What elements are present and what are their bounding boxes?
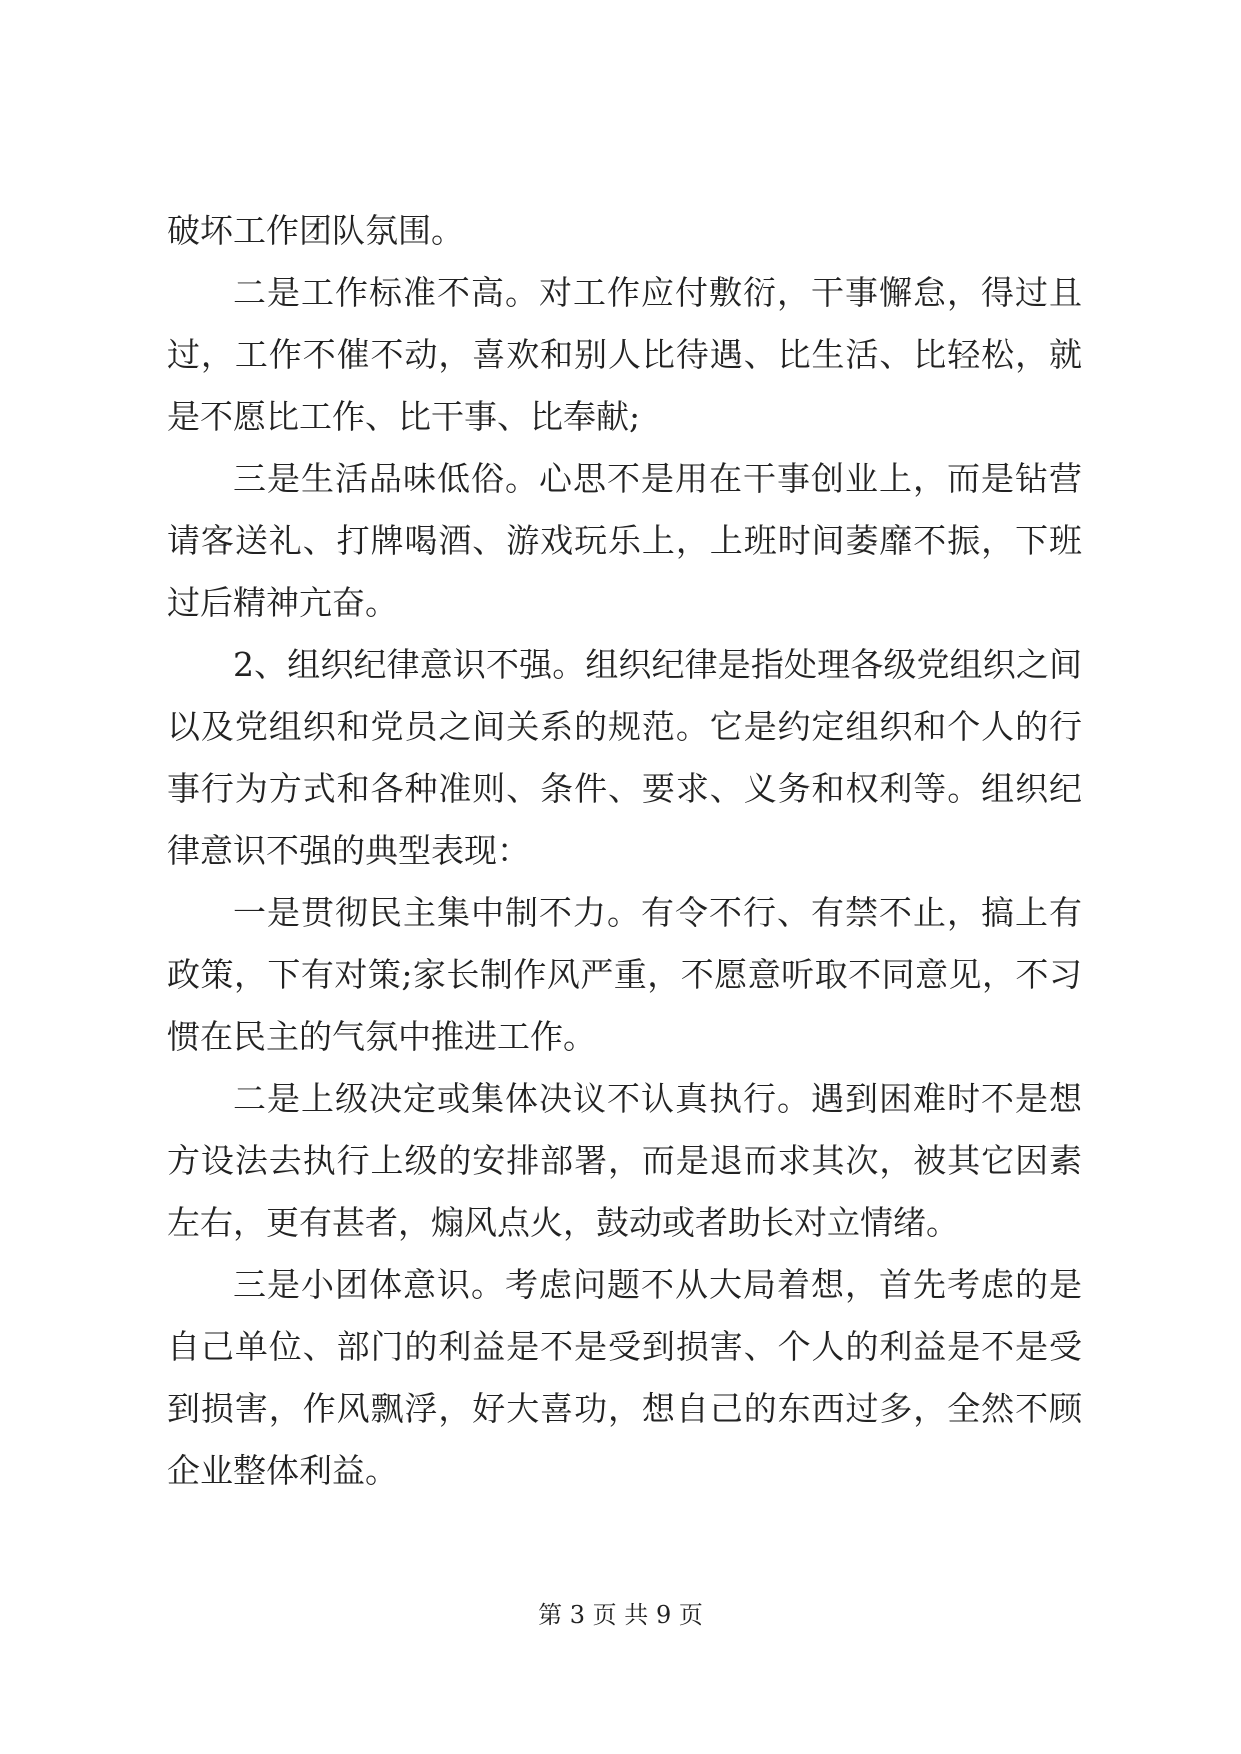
page-number-footer: 第 3 页 共 9 页	[538, 1601, 703, 1629]
document-body	[167, 200, 1082, 1502]
paragraph-1: 破坏工作团队氛围。	[167, 211, 464, 250]
paragraph-2: 二是工作标准不高。对工作应付敷衍，干事懈怠，得过且过，工作不催不动，喜欢和别人比待遇、比生活、比轻松，就是不愿比工作、比干事、比奉献;	[167, 273, 1082, 436]
paragraph-6: 二是上级决定或集体决议不认真执行。遇到困难时不是想方设法去执行上级的安排部署，而是退而求其次，被其它因素左右，更有甚者，煽风点火，鼓动或者助长对立情绪。	[167, 1079, 1082, 1242]
paragraph-3: 三是生活品味低俗。心思不是用在干事创业上，而是钻营请客送礼、打牌喝酒、游戏玩乐上，上班时间萎靡不振，下班过后精神亢奋。	[167, 459, 1082, 622]
paragraph-4: 2、组织纪律意识不强。组织纪律是指处理各级党组织之间以及党组织和党员之间关系的规范。它是约定组织和个人的行事行为方式和各种准则、条件、要求、义务和权利等。组织纪律意识不强的典型表现：	[167, 645, 1082, 870]
paragraph-7: 三是小团体意识。考虑问题不从大局着想，首先考虑的是自己单位、部门的利益是不是受到损害、个人的利益是不是受到损害，作风飘浮，好大喜功，想自己的东西过多，全然不顾企业整体利益。	[167, 1265, 1082, 1490]
paragraph-5: 一是贯彻民主集中制不力。有令不行、有禁不止，搞上有政策，下有对策;家长制作风严重，不愿意听取不同意见，不习惯在民主的气氛中推进工作。	[167, 893, 1082, 1056]
